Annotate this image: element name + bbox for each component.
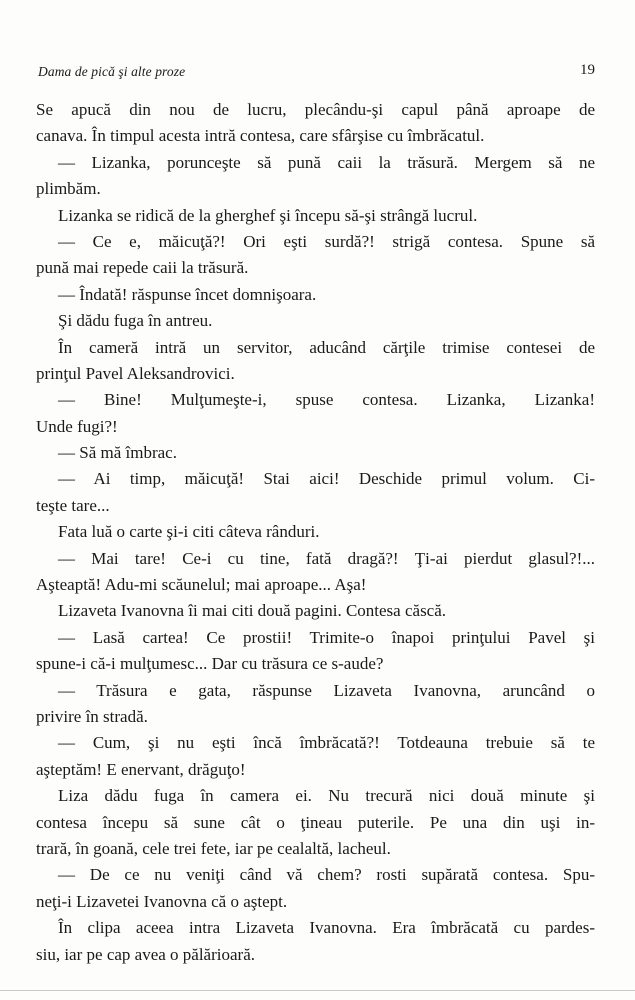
text-line: Şi dădu fuga în antreu. bbox=[58, 311, 213, 331]
page-bottom-edge bbox=[0, 990, 635, 991]
text-line: pună mai repede caii la trăsură. bbox=[36, 258, 249, 278]
text-line: prinţul Pavel Aleksandrovici. bbox=[36, 363, 235, 383]
text-line: — Ce e, măicuţă?! Ori eşti surdă?! strigă contesa. Spune să bbox=[58, 231, 595, 251]
text-line: — Ai timp, măicuţă! Stai aici! Deschide primul volum. Ci- bbox=[58, 469, 595, 489]
text-line: canava. În timpul acesta intră contesa, care sfârşise cu îmbrăcatul. bbox=[36, 126, 485, 146]
text-line: Unde fugi?! bbox=[36, 416, 118, 436]
text-line: teşte tare... bbox=[36, 495, 110, 515]
text-line: Aşteaptă! Adu-mi scăunelul; mai aproape... Aşa! bbox=[36, 575, 367, 595]
text-line: spune-i că-i mulţumesc... Dar cu trăsura ce s-aude? bbox=[36, 654, 384, 674]
page-number: 19 bbox=[580, 62, 595, 78]
text-line: contesa începu să sune cât o ţineau puterile. Pe una din uşi in- bbox=[36, 812, 595, 832]
running-head bbox=[38, 64, 595, 84]
text-line: — Bine! Mulţumeşte-i, spuse contesa. Lizanka, Lizanka! bbox=[58, 390, 595, 410]
text-line: În clipa aceea intra Lizaveta Ivanovna. Era îmbrăcată cu pardes- bbox=[58, 918, 595, 938]
text-line: — Îndată! răspunse încet domnişoara. bbox=[58, 284, 317, 304]
text-line: trară, în goană, cele trei fete, iar pe cealaltă, lacheul. bbox=[36, 838, 391, 858]
text-line: — Lizanka, porunceşte să pună caii la trăsură. Mergem să ne bbox=[58, 152, 595, 172]
text-line: — Mai tare! Ce-i cu tine, fată dragă?! Ţi-ai pierdut glasul?!... bbox=[58, 548, 595, 568]
text-line: — Lasă cartea! Ce prostii! Trimite-o înapoi prinţului Pavel şi bbox=[58, 627, 595, 647]
text-line: siu, iar pe cap avea o pălărioară. bbox=[36, 944, 255, 964]
text-line: Se apucă din nou de lucru, plecându-şi capul până aproape de bbox=[36, 100, 595, 119]
text-line: Lizaveta Ivanovna îi mai citi două pagini. Contesa căscă. bbox=[58, 601, 447, 621]
text-line: privire în stradă. bbox=[36, 706, 148, 726]
text-line: — Să mă îmbrac. bbox=[58, 443, 177, 463]
text-line: În cameră intră un servitor, aducând cărţile trimise contesei de bbox=[58, 337, 595, 357]
text-line: neţi-i Lizavetei Ivanovna că o aştept. bbox=[36, 891, 288, 911]
text-line: Liza dădu fuga în camera ei. Nu trecură nici două minute şi bbox=[58, 786, 595, 806]
book-title: Dama de pică şi alte proze bbox=[38, 64, 186, 79]
text-line: — Trăsura e gata, răspunse Lizaveta Ivanovna, aruncând o bbox=[58, 680, 595, 700]
text-body bbox=[36, 97, 595, 968]
text-line: plimbăm. bbox=[36, 179, 101, 199]
text-line: Lizanka se ridică de la gherghef şi începu să-şi strângă lucrul. bbox=[58, 205, 478, 225]
text-line: — Cum, şi nu eşti încă îmbrăcată?! Totdeauna trebuie să te bbox=[58, 733, 595, 753]
text-line: aşteptăm! E enervant, drăguţo! bbox=[36, 759, 246, 779]
text-line: — De ce nu veniţi când vă chem? rosti supărată contesa. Spu- bbox=[58, 865, 595, 885]
text-line: Fata luă o carte şi-i citi câteva rânduri. bbox=[58, 522, 320, 542]
